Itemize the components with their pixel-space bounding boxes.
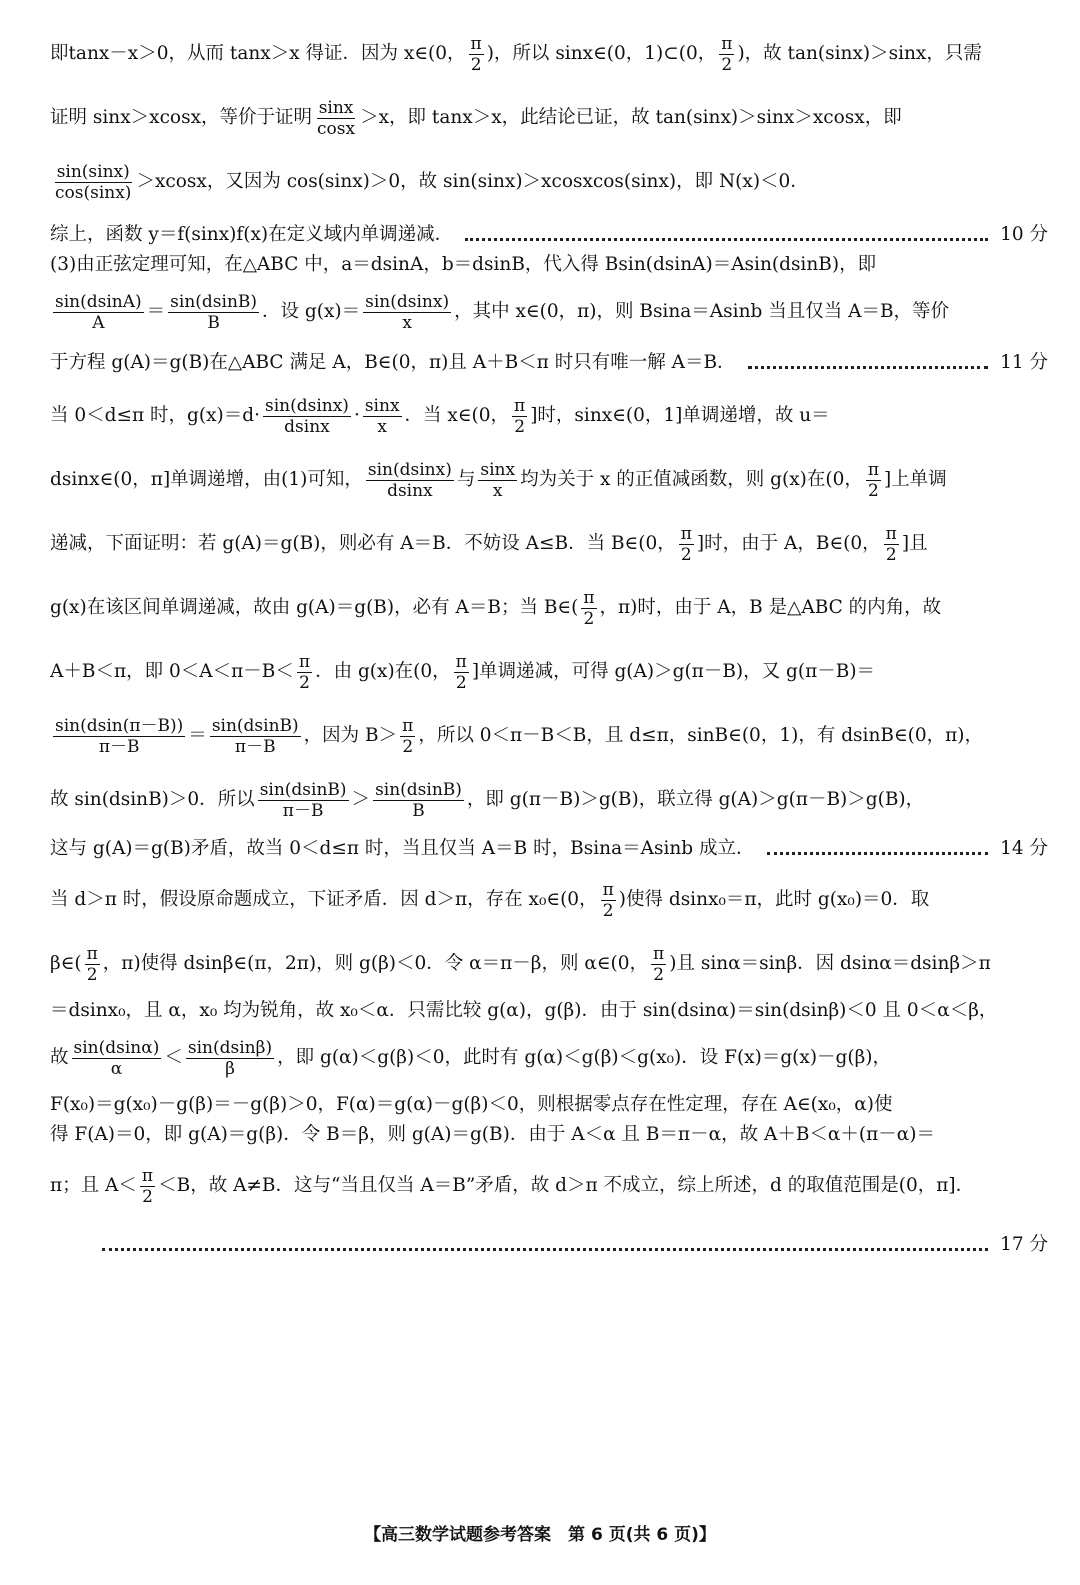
leader-dots [102,1248,988,1251]
text-run: ，其中 x∈(0，π)，则 Bsina＝Asinb 当且仅当 A＝B，等价 [454,301,950,322]
text-line [50,834,1048,864]
fraction-numerator: π [402,715,414,736]
fraction-numerator: sin(dsinx) [365,291,450,312]
fraction-numerator: sinx [480,459,516,480]
text-run: ]且 [901,533,928,554]
fraction-numerator: sin(dsinα) [73,1037,160,1058]
fraction-denominator: 2 [583,608,595,629]
page-footer: 【高三数学试题参考答案 第 6 页(共 6 页)】 [364,1525,716,1545]
text-run: ＜ [164,1047,183,1068]
fraction-denominator: 2 [868,480,879,501]
fraction [210,716,301,757]
text-run: ＝ [146,301,166,322]
text-run: 当 0＜d≤π 时，g(x)＝d· [50,405,260,426]
fraction-denominator: 2 [721,54,733,75]
fraction-numerator: sin(dsinB) [375,779,462,800]
text-run: )，故 tan(sinx)＞sinx，只需 [737,43,982,64]
text-line [50,348,1048,378]
fraction-denominator: 2 [299,672,310,693]
text-run: 与 [456,469,476,490]
fraction-denominator: 2 [142,1186,153,1207]
text-run: )且 sinα＝sinβ．因 dsinα＝dsinβ＞π [669,953,991,974]
fraction-denominator: 2 [653,964,665,985]
fraction [512,396,527,437]
text-run: 得 F(A)＝0，即 g(A)＝g(β)．令 B＝β，则 g(A)＝g(B)．由于 A＜α 且 B＝π－α，故 A＋B＜α＋(π－α)＝ [50,1124,935,1145]
fraction-denominator: α [110,1058,123,1079]
text-line [50,1120,1048,1150]
text-run: ＞xcosx，又因为 cos(sinx)＞0，故 sin(sinx)＞xcosxcos(sinx)，即 N(x)＜0． [136,171,809,192]
text-run: 递减，下面证明：若 g(A)＝g(B)，则必有 A＝B．不妨设 A≤B．当 B∈(0， [50,533,676,554]
text-run: 于方程 g(A)＝g(B)在△ABC 满足 A，B∈(0，π)且 A＋B＜π 时只有唯一解 A＝B． [50,352,736,373]
fraction [454,652,469,693]
text-run: 故 [50,1047,69,1068]
text-run: A＋B＜π，即 0＜A＜π－B＜ [50,661,294,682]
text-run: ＞x，即 tanx＞x，此结论已证，故 tan(sinx)＞sinx＞xcosx，即 [360,107,902,128]
text-run: ，因为 B＞ [303,725,398,746]
fraction-numerator: sin(dsinB) [170,291,258,312]
text-run: ，所以 0＜π－B＜B，且 d≤π，sinB∈(0，1)，有 dsinB∈(0，π)， [418,725,984,746]
fraction-numerator: sinx [364,395,400,416]
text-run: ]上单调 [884,469,947,490]
text-line [50,280,1048,344]
text-run: ]时，由于 A，B∈(0， [696,533,881,554]
fraction-numerator: sin(sinx) [56,161,130,182]
text-line [50,1154,1048,1218]
text-line [50,640,1048,704]
text-run: 当 d＞π 时，假设原命题成立，下证矛盾．因 d＞π，存在 x₀∈(0， [50,889,598,910]
fraction-numerator: sin(dsinβ) [187,1037,273,1058]
text-run: · [353,405,360,426]
fraction-denominator: π－B [98,736,140,757]
fraction-numerator: π [602,879,614,900]
fraction-numerator: sin(dsinx) [367,459,452,480]
text-run: g(x)在该区间单调递减，故由 g(A)＝g(B)，必有 A＝B；当 B∈( [50,597,579,618]
text-run: (3)由正弦定理可知，在△ABC 中，a＝dsinA，b＝dsinB，代入得 Bsin(dsinA)＝Asin(dsinB)，即 [50,254,877,275]
text-line [50,996,1048,1026]
text-run: β∈( [50,953,82,974]
fraction-denominator: 2 [885,544,897,565]
score-label: 11 分 [1000,352,1048,373]
fraction-denominator: B [412,800,425,821]
score-label: 10 分 [1000,224,1048,245]
fraction [478,460,517,501]
fraction-denominator: dsinx [387,480,433,501]
text-run: ，即 g(α)＜g(β)＜0，此时有 g(α)＜g(β)＜g(x₀)．设 F(x)＝g(x)－g(β)， [277,1047,892,1068]
fraction-denominator: 2 [602,900,614,921]
fraction-denominator: 2 [455,672,467,693]
text-run: 综上，函数 y＝f(sinx)f(x)在定义域内单调递减． [50,224,454,245]
fraction-numerator: π [680,523,692,544]
leader-dots [748,366,989,369]
text-run: ＞ [351,789,371,810]
text-run: ，π)时，由于 A，B 是△ABC 的内角，故 [599,597,942,618]
fraction-numerator: sin(dsin(π－B)) [55,715,184,736]
fraction-denominator: dsinx [284,416,330,437]
text-run: ，即 g(π－B)＞g(B)，联立得 g(A)＞g(π－B)＞g(B)， [466,789,925,810]
fraction [186,1038,274,1079]
answer-page [50,22,1048,1260]
fraction [373,780,464,821]
text-line [50,932,1048,996]
text-line [50,868,1048,932]
fraction-denominator: x [377,416,387,437]
fraction-denominator: cos(sinx) [55,182,132,203]
text-run: ．由 g(x)在(0， [315,661,451,682]
text-run: dsinx∈(0，π]单调递增，由(1)可知， [50,469,363,490]
fraction-denominator: B [207,312,220,333]
text-run: ]时，sinx∈(0，1]单调递增，故 u＝ [530,405,830,426]
fraction-denominator: β [225,1058,235,1079]
fraction-denominator: π－B [234,736,276,757]
fraction [53,716,185,757]
leader-dots [465,238,988,241]
fraction-denominator: 2 [470,54,482,75]
fraction [866,460,881,501]
text-run: 即tanx－x＞0，从而 tanx＞x 得证．因为 x∈(0， [50,43,466,64]
text-line [50,1026,1048,1090]
fraction [884,524,899,565]
fraction [53,162,133,203]
text-line [50,512,1048,576]
fraction [719,34,734,75]
fraction-denominator: x [402,312,412,333]
fraction-numerator: π [141,1165,154,1186]
fraction [85,944,100,985]
fraction-numerator: π [514,395,526,416]
fraction [400,716,415,757]
text-run: F(x₀)＝g(x₀)－g(β)＝－g(β)＞0，F(α)＝g(α)－g(β)＜0，则根据零点存在性定理，存在 A∈(x₀，α)使 [50,1094,893,1115]
fraction [363,396,402,437]
fraction [366,460,454,501]
fraction [263,396,351,437]
fraction-numerator: π [867,459,880,480]
text-line [50,22,1048,86]
fraction [297,652,312,693]
fraction [581,588,596,629]
fraction [53,292,144,333]
fraction [469,34,484,75]
text-line [50,1230,1048,1260]
text-run: π；且 A＜ [50,1175,137,1196]
fraction-denominator: x [492,480,503,501]
text-run: ．设 g(x)＝ [262,301,361,322]
leader-dots [767,852,989,855]
fraction [601,880,616,921]
text-run: 故 sin(dsinB)＞0．所以 [50,789,255,810]
fraction [363,292,451,333]
text-line [50,150,1048,214]
fraction-denominator: cosx [317,118,356,139]
fraction-denominator: π－B [282,800,324,821]
fraction [315,98,357,139]
fraction [168,292,259,333]
score-label: 14 分 [1000,838,1048,859]
text-line [50,86,1048,150]
score-label: 17 分 [1000,1234,1048,1255]
fraction-denominator: 2 [86,964,98,985]
text-line [50,768,1048,832]
fraction-numerator: sinx [318,97,354,118]
text-line [50,704,1048,768]
text-run: ]单调递减，可得 g(A)＞g(π－B)，又 g(π－B)＝ [471,661,876,682]
text-line [50,384,1048,448]
fraction-numerator: π [885,523,897,544]
fraction-denominator: 2 [402,736,414,757]
fraction-numerator: sin(dsinA) [55,291,142,312]
text-run: ．当 x∈(0， [404,405,510,426]
fraction-denominator: A [92,312,105,333]
fraction-numerator: π [86,943,98,964]
fraction [679,524,694,565]
text-run: 均为关于 x 的正值减函数，则 g(x)在(0， [520,469,863,490]
text-line [50,1090,1048,1120]
text-line [50,576,1048,640]
text-run: ＝dsinx₀，且 α，x₀ 均为锐角，故 x₀＜α．只需比较 g(α)，g(β)．由于 sin(dsinα)＝sin(dsinβ)＜0 且 0＜α＜β， [50,1000,998,1021]
fraction [140,1166,155,1207]
fraction-numerator: π [653,943,665,964]
text-run: 这与 g(A)＝g(B)矛盾，故当 0＜d≤π 时，当且仅当 A＝B 时，Bsina＝Asinb 成立． [50,838,755,859]
text-run: ＝ [188,725,207,746]
fraction-numerator: sin(dsinx) [264,395,349,416]
fraction [72,1038,162,1079]
text-run: )使得 dsinx₀＝π，此时 g(x₀)＝0．取 [618,889,930,910]
fraction [258,780,349,821]
text-run: )，所以 sinx∈(0，1)⊂(0， [486,43,717,64]
text-run: 证明 sinx＞xcosx，等价于证明 [50,107,312,128]
fraction-numerator: π [583,587,595,608]
fraction-numerator: π [470,33,482,54]
fraction-numerator: π [298,651,311,672]
fraction [651,944,666,985]
text-run: ＜B，故 A≠B．这与“当且仅当 A＝B”矛盾，故 d＞π 不成立，综上所述，d 的取值范围是(0，π]． [158,1175,975,1196]
fraction-numerator: sin(dsinB) [259,779,347,800]
fraction-numerator: π [721,33,733,54]
fraction-numerator: sin(dsinB) [211,715,299,736]
fraction-numerator: π [455,651,467,672]
fraction-denominator: 2 [680,544,692,565]
text-line [50,448,1048,512]
text-line [50,220,1048,250]
text-line [50,250,1048,280]
text-run: ，π)使得 dsinβ∈(π，2π)，则 g(β)＜0．令 α＝π－β，则 α∈(0， [102,953,649,974]
fraction-denominator: 2 [514,416,526,437]
